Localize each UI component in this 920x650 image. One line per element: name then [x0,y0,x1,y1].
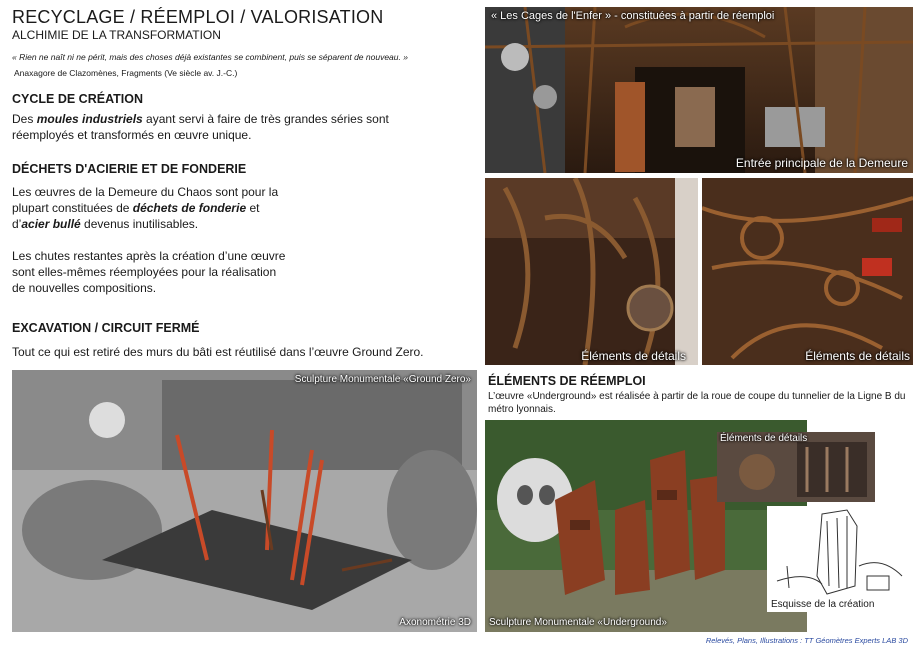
heading-elements: ÉLÉMENTS DE RÉEMPLOI [488,374,646,388]
quote-attribution: Anaxagore de Clazomènes, Fragments (Ve siècle av. J.-C.) [14,68,238,78]
photo-details-3 [717,432,875,502]
caption-details-3: Éléments de détails [720,433,808,444]
page-title: RECYCLAGE / RÉEMPLOI / VALORISATION [12,7,384,27]
caption-details-2: Éléments de détails [805,349,910,363]
sketch-esquisse [767,506,907,612]
caption-cages: « Les Cages de l'Enfer » - constituées à partir de réemploi [491,10,775,22]
caption-underground: Sculpture Monumentale «Underground» [489,617,667,628]
caption-esquisse: Esquisse de la création [771,599,875,610]
photo-ground-zero [12,370,477,632]
credits: Relevés, Plans, Illustrations : TT Géomètres Experts LAB 3D [705,636,908,645]
photo-details-2 [702,178,913,365]
heading-excavation: EXCAVATION / CIRCUIT FERMÉ [12,321,200,335]
excavation-text: Tout ce qui est retiré des murs du bâti est réutilisé dans l’œuvre Ground Zero. [12,345,424,359]
caption-details-1: Éléments de détails [581,349,686,363]
page-subtitle: ALCHIMIE DE LA TRANSFORMATION [12,28,221,42]
photo-details-1 [485,178,698,365]
heading-dechets: DÉCHETS D'ACIERIE ET DE FONDERIE [12,162,247,176]
elements-text: L’œuvre «Underground» est réalisée à partir de la roue de coupe du tunnelier de la Ligne B du métro lyonnais. [488,391,906,415]
caption-axonometrie: Axonométrie 3D [399,617,471,628]
photo-cages-enfer [485,7,913,173]
dechets-text: Les œuvres de la Demeure du Chaos sont pour la plupart constituées de déchets de fonderie et d’acier bullé devenus inutilisables. Les chutes restantes après la création d’une œuvre sont elles-mêmes réemployées pour la réalisation de nouvelles compositions. [12,185,286,295]
quote: « Rien ne naît ni ne périt, mais des choses déjà existantes se combinent, puis se séparent de nouveau. » [12,52,408,62]
cycle-text: Des moules industriels ayant servi à faire de très grandes séries sont réemployés et transformés en œuvre unique. [12,112,389,142]
caption-entree: Entrée principale de la Demeure [735,156,908,170]
heading-cycle: CYCLE DE CRÉATION [12,92,144,106]
caption-ground-zero: Sculpture Monumentale «Ground Zero» [294,374,471,385]
